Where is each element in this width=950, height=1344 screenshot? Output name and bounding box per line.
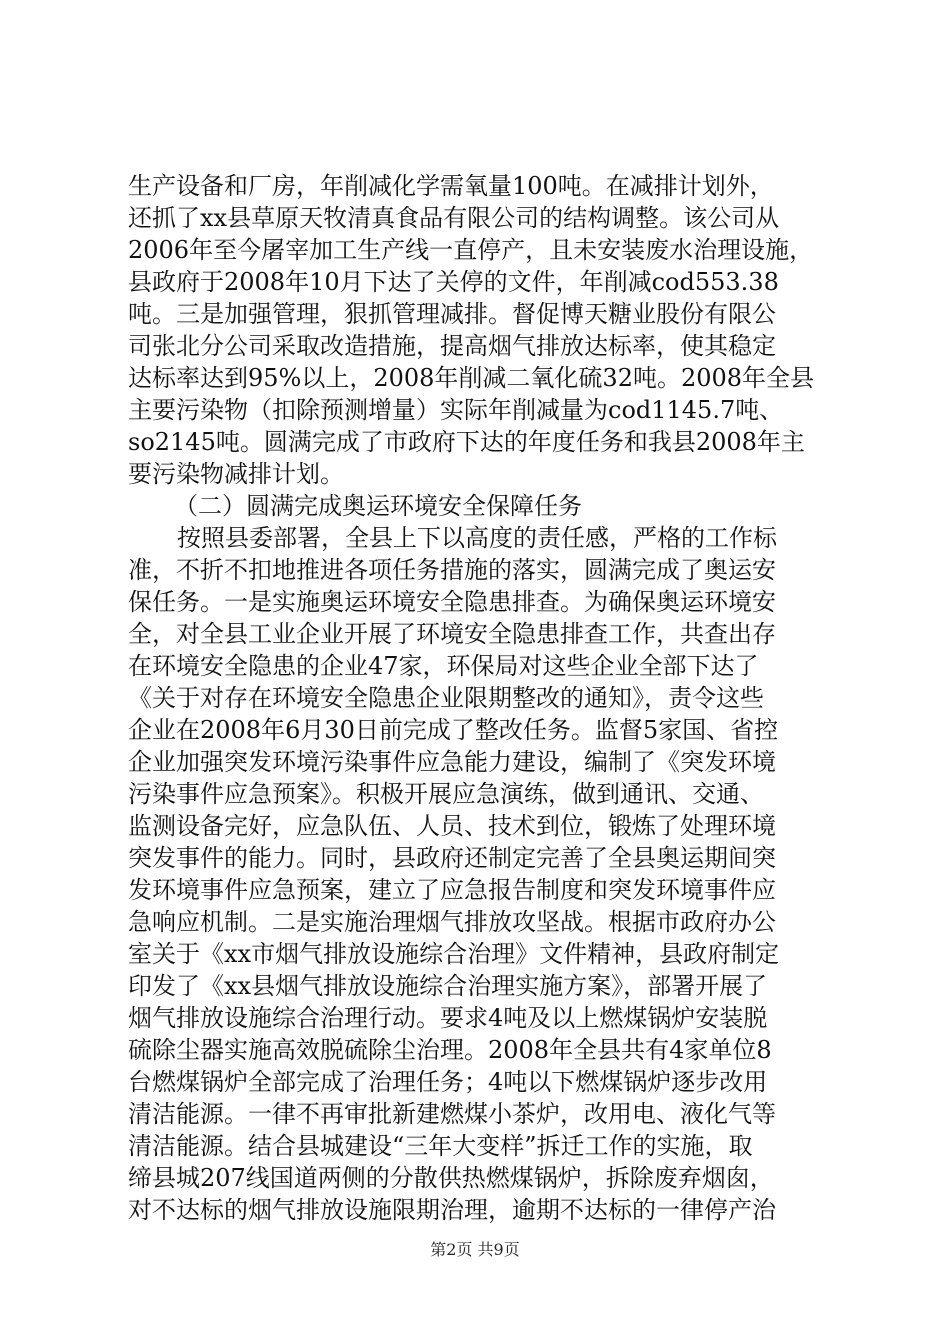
text-line: 企业在2008年6月30日前完成了整改任务。监督5家国、省控: [128, 716, 779, 744]
section-heading: （二）圆满完成奥运环境安全保障任务: [174, 492, 582, 520]
text-line: 要污染物减排计划。: [128, 460, 344, 488]
text-line: 发环境事件应急预案，建立了应急报告制度和突发环境事件应: [128, 876, 776, 904]
document-body: [128, 170, 828, 1226]
text-line: 还抓了xx县草原天牧清真食品有限公司的结构调整。该公司从: [128, 204, 780, 232]
text-line: 清洁能源。结合县城建设“三年大变样”拆迁工作的实施，取: [128, 1132, 753, 1160]
text-line: 硫除尘器实施高效脱硫除尘治理。2008年全县共有4家单位8: [128, 1036, 772, 1064]
text-line: 生产设备和厂房，年削减化学需氧量100吨。在减排计划外，: [128, 172, 774, 200]
text-line: 全，对全县工业企业开展了环境安全隐患排查工作，共查出存: [128, 620, 776, 648]
text-line: 对不达标的烟气排放设施限期治理，逾期不达标的一律停产治: [128, 1196, 776, 1224]
text-line: 吨。三是加强管理，狠抓管理减排。督促博天糖业股份有限公: [128, 300, 776, 328]
text-line: 准，不折不扣地推进各项任务措施的落实，圆满完成了奥运安: [128, 556, 776, 584]
page-number-footer: 第2页 共9页: [430, 1240, 520, 1259]
text-line: so2145吨。圆满完成了市政府下达的年度任务和我县2008年主: [128, 428, 805, 456]
text-line: 印发了《xx县烟气排放设施综合治理实施方案》，部署开展了: [128, 972, 768, 1000]
text-line: 台燃煤锅炉全部完成了治理任务；4吨以下燃煤锅炉逐步改用: [128, 1068, 768, 1096]
text-line: 急响应机制。二是实施治理烟气排放攻坚战。根据市政府办公: [128, 908, 776, 936]
text-line: 污染事件应急预案》。积极开展应急演练，做到通讯、交通、: [128, 780, 764, 808]
text-line: 监测设备完好，应急队伍、人员、技术到位，锻炼了处理环境: [128, 812, 776, 840]
text-line: 突发事件的能力。同时，县政府还制定完善了全县奥运期间突: [128, 844, 776, 872]
text-line: 企业加强突发环境污染事件应急能力建设，编制了《突发环境: [128, 748, 776, 776]
text-line: 在环境安全隐患的企业47家，环保局对这些企业全部下达了: [128, 652, 759, 680]
text-line: 司张北分公司采取改造措施，提高烟气排放达标率，使其稳定: [128, 332, 776, 360]
text-line: 2006年至今屠宰加工生产线一直停产，且未安装废水治理设施，: [128, 236, 814, 264]
text-line: 达标率达到95%以上，2008年削减二氧化硫32吨。2008年全县: [128, 364, 815, 392]
text-line: 县政府于2008年10月下达了关停的文件，年削减cod553.38: [128, 268, 779, 296]
text-line: 烟气排放设施综合治理行动。要求4吨及以上燃煤锅炉安装脱: [128, 1004, 768, 1032]
text-line: 清洁能源。一律不再审批新建燃煤小茶炉，改用电、液化气等: [128, 1100, 776, 1128]
text-line: 缔县城207线国道两侧的分散供热燃煤锅炉，拆除废弃烟囱，: [128, 1164, 774, 1192]
paragraph-first-line: 按照县委部署，全县上下以高度的责任感，严格的工作标: [177, 524, 777, 552]
text-line: 室关于《xx市烟气排放设施综合治理》文件精神，县政府制定: [128, 940, 780, 968]
text-line: 《关于对存在环境安全隐患企业限期整改的通知》，责令这些: [128, 684, 764, 712]
text-line: 主要污染物（扣除预测增量）实际年削减量为cod1145.7吨、: [128, 396, 784, 424]
text-line: 保任务。一是实施奥运环境安全隐患排查。为确保奥运环境安: [128, 588, 776, 616]
